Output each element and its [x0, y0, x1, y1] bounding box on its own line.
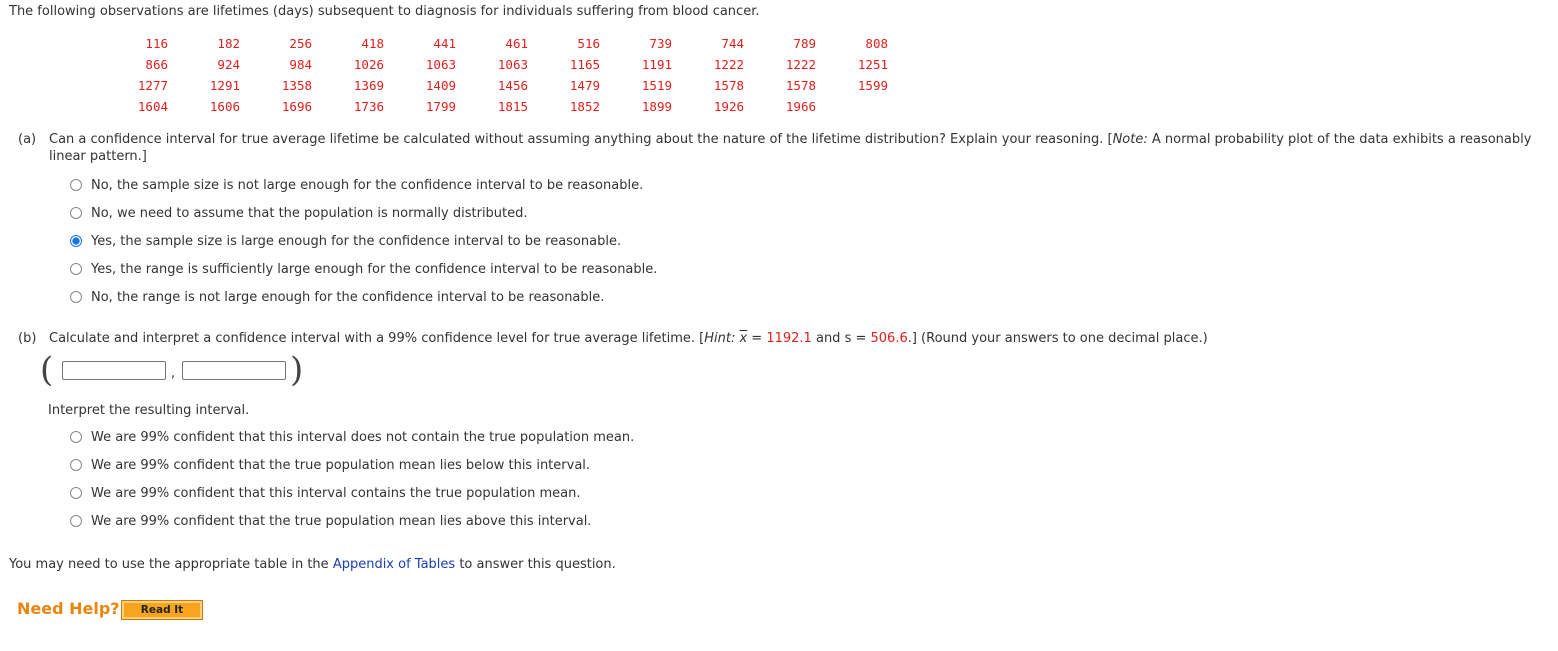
- observation-cell: 1291: [209, 78, 240, 93]
- radio-option-label[interactable]: We are 99% confident that the true population mean lies below this interval.: [91, 457, 591, 473]
- radio-option-label[interactable]: No, the sample size is not large enough for the confidence interval to be reasonable.: [91, 177, 644, 193]
- observation-cell: 1578: [785, 78, 816, 93]
- observation-row: [96, 96, 888, 117]
- problem-intro: The following observations are lifetimes (days) subsequent to diagnosis for individuals suffering from blood cancer.: [9, 4, 760, 19]
- ci-upper-input[interactable]: [182, 361, 286, 380]
- radio-option-label[interactable]: We are 99% confident that this interval contains the true population mean.: [91, 485, 581, 501]
- s-value: 506.6: [870, 331, 908, 346]
- observation-cell: 739: [649, 36, 672, 51]
- observation-cell: 1165: [569, 57, 600, 72]
- observation-cell: 1277: [137, 78, 168, 93]
- observation-cell: 182: [217, 36, 240, 51]
- radio-button-selected[interactable]: [70, 235, 82, 247]
- open-paren: (: [40, 350, 54, 390]
- observation-cell: 866: [145, 57, 168, 72]
- observation-cell: 1815: [497, 99, 528, 114]
- observation-cell: 744: [721, 36, 744, 51]
- radio-button[interactable]: [70, 207, 82, 219]
- observation-cell: 1852: [569, 99, 600, 114]
- observation-cell: 116: [145, 36, 168, 51]
- radio-button[interactable]: [70, 291, 82, 303]
- radio-button[interactable]: [70, 459, 82, 471]
- part-a-options: [70, 171, 657, 311]
- observation-cell: 924: [217, 57, 240, 72]
- observation-cell: 984: [289, 57, 312, 72]
- observation-cell: 1222: [785, 57, 816, 72]
- observation-cell: 1026: [353, 57, 384, 72]
- radio-option[interactable]: [70, 451, 634, 479]
- radio-button[interactable]: [70, 487, 82, 499]
- part-b-tag: (b): [18, 331, 37, 346]
- part-b-text-before: Calculate and interpret a confidence interval with a 99% confidence level for true average lifetime. [: [49, 331, 705, 346]
- part-a-question: [18, 131, 1548, 165]
- radio-button[interactable]: [70, 263, 82, 275]
- part-a-note: A normal probability plot of the data exhibits a reasonably linear pattern.]: [49, 132, 1532, 164]
- observation-cell: 1519: [641, 78, 672, 93]
- radio-option[interactable]: [70, 283, 657, 311]
- radio-option-label[interactable]: Yes, the sample size is large enough for the confidence interval to be reasonable.: [91, 233, 622, 249]
- ci-lower-input[interactable]: [62, 361, 166, 380]
- eq-sign: =: [747, 331, 767, 346]
- observation-row: [96, 33, 888, 54]
- observation-cell: 1358: [281, 78, 312, 93]
- interpret-label: Interpret the resulting interval.: [48, 403, 250, 418]
- observation-cell: 1899: [641, 99, 672, 114]
- observation-cell: 441: [433, 36, 456, 51]
- observation-cell: 461: [505, 36, 528, 51]
- close-paren: ): [290, 350, 304, 390]
- radio-option-label[interactable]: No, the range is not large enough for the confidence interval to be reasonable.: [91, 289, 605, 305]
- radio-option[interactable]: [70, 255, 657, 283]
- radio-option[interactable]: [70, 423, 634, 451]
- observation-cell: 1063: [425, 57, 456, 72]
- observations-table: [96, 33, 888, 117]
- observation-cell: 418: [361, 36, 384, 51]
- and-s-text: and s =: [811, 331, 871, 346]
- observation-cell: 1604: [137, 99, 168, 114]
- observation-cell: 516: [577, 36, 600, 51]
- observation-cell: 1369: [353, 78, 384, 93]
- radio-option-label[interactable]: Yes, the range is sufficiently large enough for the confidence interval to be reasonable.: [91, 261, 658, 277]
- xbar-value: 1192.1: [766, 331, 812, 346]
- observation-cell: 789: [793, 36, 816, 51]
- observation-cell: 1063: [497, 57, 528, 72]
- ci-comma: ,: [171, 366, 176, 381]
- appendix-after: to answer this question.: [455, 557, 616, 572]
- radio-option[interactable]: [70, 227, 657, 255]
- appendix-before: You may need to use the appropriate table in the: [9, 557, 333, 572]
- observation-cell: 1736: [353, 99, 384, 114]
- observation-cell: 1191: [641, 57, 672, 72]
- observation-cell: 1578: [713, 78, 744, 93]
- observation-cell: 1599: [857, 78, 888, 93]
- observation-cell: 1696: [281, 99, 312, 114]
- radio-option-label[interactable]: No, we need to assume that the population is normally distributed.: [91, 205, 528, 221]
- part-a-question-main: Can a confidence interval for true average lifetime be calculated without assuming anything about the nature of the lifetime distribution? Explain your reasoning. [: [49, 132, 1113, 147]
- observation-cell: 808: [865, 36, 888, 51]
- part-a-text: [49, 131, 1548, 165]
- observation-cell: 1251: [857, 57, 888, 72]
- part-b-text: [49, 331, 1208, 346]
- radio-option[interactable]: [70, 171, 657, 199]
- radio-option-label[interactable]: We are 99% confident that this interval does not contain the true population mean.: [91, 429, 635, 445]
- observation-row: [96, 75, 888, 96]
- need-help-label: Need Help?: [17, 599, 120, 618]
- observation-cell: 1966: [785, 99, 816, 114]
- radio-button[interactable]: [70, 179, 82, 191]
- appendix-link[interactable]: Appendix of Tables: [332, 557, 456, 572]
- radio-button[interactable]: [70, 431, 82, 443]
- observation-cell: 1456: [497, 78, 528, 93]
- observation-cell: 1606: [209, 99, 240, 114]
- observation-cell: 1222: [713, 57, 744, 72]
- observation-cell: 1799: [425, 99, 456, 114]
- observation-cell: 1926: [713, 99, 744, 114]
- read-it-button[interactable]: Read It: [121, 600, 203, 620]
- radio-option[interactable]: [70, 507, 634, 535]
- xbar-symbol: $\overline{x}$: [739, 331, 748, 346]
- radio-option[interactable]: [70, 479, 634, 507]
- hint-label: Hint:: [704, 331, 736, 346]
- radio-option[interactable]: [70, 199, 657, 227]
- part-a-tag: (a): [18, 132, 37, 147]
- appendix-note: [9, 557, 616, 572]
- part-b-options: [70, 423, 634, 535]
- radio-button[interactable]: [70, 515, 82, 527]
- observation-cell: 1479: [569, 78, 600, 93]
- radio-option-label[interactable]: We are 99% confident that the true population mean lies above this interval.: [91, 513, 592, 529]
- observation-row: [96, 54, 888, 75]
- observation-cell: [816, 96, 888, 117]
- note-label: Note:: [1112, 132, 1148, 147]
- part-b-text-after: .] (Round your answers to one decimal place.): [907, 331, 1208, 346]
- observation-cell: 256: [289, 36, 312, 51]
- observation-cell: 1409: [425, 78, 456, 93]
